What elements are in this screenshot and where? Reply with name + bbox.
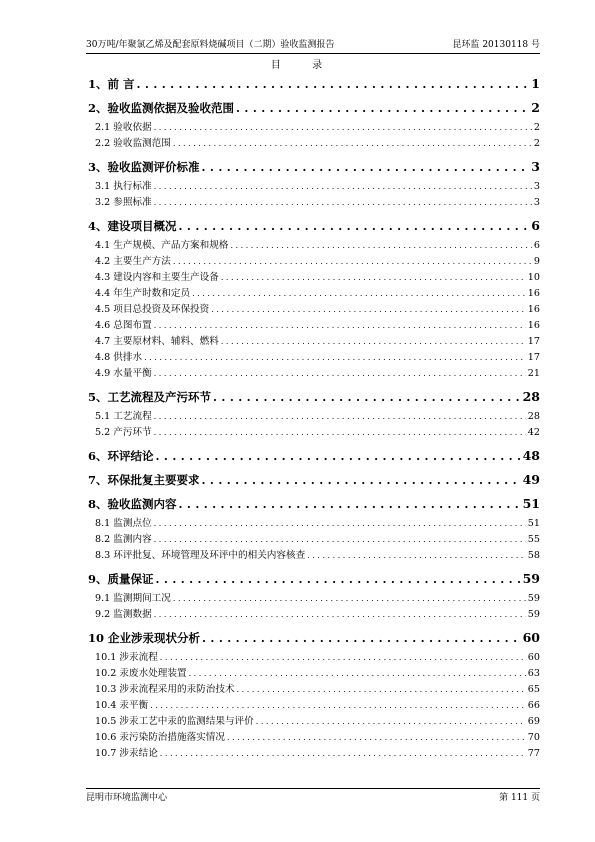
- toc-entry-label: 9、质量保证: [88, 572, 154, 586]
- toc-entry-label: 4.9 水量平衡: [95, 368, 152, 379]
- toc-entry-label: 10 企业涉汞现状分析: [88, 631, 201, 645]
- toc-chapter-entry: [88, 72, 540, 96]
- toc-entry-page: 55: [527, 534, 540, 545]
- footer-organization: 昆明市环境监测中心: [86, 793, 168, 803]
- toc-section-entry: [88, 607, 540, 623]
- header-report-title: 30万吨/年聚氯乙烯及配套原料烧碱项目（二期）验收监测报告: [86, 40, 335, 50]
- toc-entry-page: 10: [527, 272, 540, 283]
- toc-section-entry: [88, 350, 540, 366]
- footer-page-number: 第 111 页: [499, 793, 540, 803]
- toc-chapter-entry: [88, 444, 540, 468]
- toc-chapter-entry: [88, 96, 540, 120]
- toc-dot-leader: [202, 468, 521, 492]
- toc-section-entry: [88, 591, 540, 607]
- toc-entry-label: 10.7 涉汞结论: [95, 748, 158, 759]
- toc-entry-page: 51: [522, 496, 540, 511]
- toc-entry-page: 70: [527, 732, 540, 743]
- toc-chapter-entry: [88, 214, 540, 238]
- toc-entry-label: 8.3 环评批复、环境管理及环评中的相关内容核查: [95, 550, 306, 561]
- toc-entry-label: 5.1 工艺流程: [95, 411, 152, 422]
- toc-entry-label: 8、验收监测内容: [88, 497, 177, 511]
- toc-entry-label: 9.1 监测期间工况: [95, 593, 171, 604]
- toc-heading-char-2: 录: [312, 60, 325, 71]
- toc-entry-page: 17: [527, 352, 540, 363]
- toc-dot-leader: [211, 302, 526, 318]
- toc-entry-label: 5、工艺流程及产污环节: [88, 390, 212, 404]
- toc-section-entry: [88, 334, 540, 350]
- toc-entry-page: 2: [533, 122, 540, 133]
- toc-section-entry: [88, 548, 540, 564]
- toc-chapter-entry: [88, 567, 540, 591]
- toc-dot-leader: [236, 96, 529, 120]
- toc-entry-label: 4.4 年生产时数和定员: [95, 288, 191, 299]
- toc-entry-label: 8.2 监测内容: [95, 534, 152, 545]
- toc-entry-page: 6: [531, 218, 540, 233]
- toc-section-entry: [88, 286, 540, 302]
- toc-dot-leader: [227, 730, 526, 746]
- toc-section-entry: [88, 730, 540, 746]
- toc-dot-leader: [154, 409, 526, 425]
- toc-entry-label: 10.2 汞废水处理装置: [95, 668, 187, 679]
- toc-dot-leader: [202, 155, 530, 179]
- toc-entry-label: 6、环评结论: [88, 449, 154, 463]
- toc-entry-page: 65: [527, 684, 540, 695]
- toc-dot-leader: [137, 72, 530, 96]
- toc-section-entry: [88, 136, 540, 152]
- toc-entry-page: 17: [527, 336, 540, 347]
- toc-section-entry: [88, 409, 540, 425]
- toc-entry-label: 3.1 执行标准: [95, 181, 152, 192]
- toc-entry-page: 66: [527, 700, 540, 711]
- toc-entry-label: 3、验收监测评价标准: [88, 160, 200, 174]
- toc-entry-label: 2、验收监测依据及验收范围: [88, 101, 235, 115]
- toc-dot-leader: [237, 682, 526, 698]
- toc-entry-label: 4.3 建设内容和主要生产设备: [95, 272, 219, 283]
- toc-dot-leader: [154, 318, 526, 334]
- toc-section-entry: [88, 425, 540, 441]
- toc-entry-page: 1: [531, 76, 540, 91]
- toc-entry-label: 7、环保批复主要要求: [88, 473, 200, 487]
- toc-chapter-entry: [88, 468, 540, 492]
- toc-entry-page: 9: [533, 256, 540, 267]
- toc-entry-label: 1、前 言: [88, 77, 135, 91]
- toc-entry-page: 42: [527, 427, 540, 438]
- page-header: [86, 38, 540, 52]
- toc-entry-label: 8.1 监测点位: [95, 518, 152, 529]
- toc-entry-page: 28: [522, 389, 540, 404]
- toc-heading-char-1: 目: [270, 60, 283, 71]
- toc-section-entry: [88, 698, 540, 714]
- toc-dot-leader: [154, 179, 532, 195]
- toc-dot-leader: [154, 516, 526, 532]
- toc-entry-label: 2.2 验收监测范围: [95, 138, 171, 149]
- toc-dot-leader: [221, 334, 526, 350]
- toc-entry-page: 59: [522, 571, 540, 586]
- toc-chapter-entry: [88, 492, 540, 516]
- toc-dot-leader: [154, 366, 526, 382]
- toc-entry-label: 4.7 主要原材料、辅料、燃料: [95, 336, 219, 347]
- toc-dot-leader: [173, 136, 532, 152]
- toc-dot-leader: [160, 650, 526, 666]
- toc-dot-leader: [150, 698, 526, 714]
- toc-dot-leader: [179, 214, 530, 238]
- toc-entry-page: 3: [531, 159, 540, 174]
- toc-entry-label: 4.1 生产规模、产品方案和规格: [95, 240, 229, 251]
- toc-dot-leader: [256, 714, 526, 730]
- toc-entry-label: 10.3 涉汞流程采用的汞防治技术: [95, 684, 235, 695]
- toc-dot-leader: [189, 666, 526, 682]
- toc-entry-page: 60: [527, 652, 540, 663]
- toc-entry-label: 9.2 监测数据: [95, 609, 152, 620]
- toc-entry-page: 2: [533, 138, 540, 149]
- toc-entry-label: 5.2 产污环节: [95, 427, 152, 438]
- page-footer: [86, 791, 540, 805]
- toc-dot-leader: [179, 492, 521, 516]
- toc-dot-leader: [213, 385, 521, 409]
- toc-dot-leader: [160, 746, 526, 762]
- toc-section-entry: [88, 714, 540, 730]
- toc-entry-label: 4.2 主要生产方法: [95, 256, 171, 267]
- toc-entry-page: 2: [531, 100, 540, 115]
- toc-section-entry: [88, 682, 540, 698]
- toc-entry-page: 16: [527, 288, 540, 299]
- toc-dot-leader: [154, 607, 526, 623]
- header-report-number: 昆环监 20130118 号: [452, 40, 540, 50]
- toc-section-entry: [88, 270, 540, 286]
- toc-dot-leader: [173, 591, 526, 607]
- toc-heading: [0, 56, 595, 71]
- table-of-contents: [88, 72, 540, 762]
- toc-dot-leader: [144, 350, 526, 366]
- toc-entry-label: 2.1 验收依据: [95, 122, 152, 133]
- toc-dot-leader: [154, 120, 532, 136]
- toc-entry-label: 10.1 涉汞流程: [95, 652, 158, 663]
- toc-chapter-entry: [88, 385, 540, 409]
- toc-section-entry: [88, 195, 540, 211]
- toc-section-entry: [88, 179, 540, 195]
- toc-entry-label: 10.5 涉汞工艺中汞的监测结果与评价: [95, 716, 254, 727]
- toc-entry-label: 4.8 供排水: [95, 352, 143, 363]
- toc-entry-page: 16: [527, 304, 540, 315]
- toc-dot-leader: [173, 254, 532, 270]
- toc-section-entry: [88, 532, 540, 548]
- toc-entry-label: 4、建设项目概况: [88, 219, 177, 233]
- toc-dot-leader: [221, 270, 526, 286]
- toc-section-entry: [88, 318, 540, 334]
- toc-dot-leader: [202, 626, 521, 650]
- toc-entry-page: 60: [522, 630, 540, 645]
- toc-entry-page: 3: [533, 181, 540, 192]
- toc-entry-label: 3.2 参照标准: [95, 197, 152, 208]
- toc-entry-page: 28: [527, 411, 540, 422]
- toc-entry-label: 10.6 汞污染防治措施落实情况: [95, 732, 225, 743]
- toc-entry-page: 59: [527, 609, 540, 620]
- toc-entry-page: 51: [527, 518, 540, 529]
- toc-entry-label: 4.6 总图布置: [95, 320, 152, 331]
- toc-section-entry: [88, 120, 540, 136]
- toc-dot-leader: [156, 567, 521, 591]
- toc-section-entry: [88, 302, 540, 318]
- toc-entry-page: 69: [527, 716, 540, 727]
- toc-dot-leader: [307, 548, 526, 564]
- toc-section-entry: [88, 650, 540, 666]
- toc-entry-page: 16: [527, 320, 540, 331]
- toc-entry-page: 63: [527, 668, 540, 679]
- toc-section-entry: [88, 238, 540, 254]
- toc-chapter-entry: [88, 155, 540, 179]
- toc-entry-page: 6: [533, 240, 540, 251]
- toc-entry-page: 59: [527, 593, 540, 604]
- toc-entry-label: 4.5 项目总投资及环保投资: [95, 304, 210, 315]
- toc-section-entry: [88, 516, 540, 532]
- toc-section-entry: [88, 746, 540, 762]
- toc-entry-page: 77: [527, 748, 540, 759]
- footer-rule: [86, 788, 540, 789]
- toc-dot-leader: [156, 444, 521, 468]
- toc-dot-leader: [230, 238, 531, 254]
- toc-dot-leader: [154, 425, 526, 441]
- toc-entry-page: 48: [522, 448, 540, 463]
- toc-dot-leader: [154, 532, 526, 548]
- toc-dot-leader: [192, 286, 526, 302]
- toc-entry-page: 58: [527, 550, 540, 561]
- toc-entry-label: 10.4 汞平衡: [95, 700, 149, 711]
- toc-entry-page: 49: [522, 472, 540, 487]
- toc-section-entry: [88, 254, 540, 270]
- toc-dot-leader: [154, 195, 532, 211]
- header-rule: [86, 53, 540, 54]
- toc-chapter-entry: [88, 626, 540, 650]
- toc-entry-page: 21: [527, 368, 540, 379]
- toc-entry-page: 3: [533, 197, 540, 208]
- toc-section-entry: [88, 366, 540, 382]
- toc-section-entry: [88, 666, 540, 682]
